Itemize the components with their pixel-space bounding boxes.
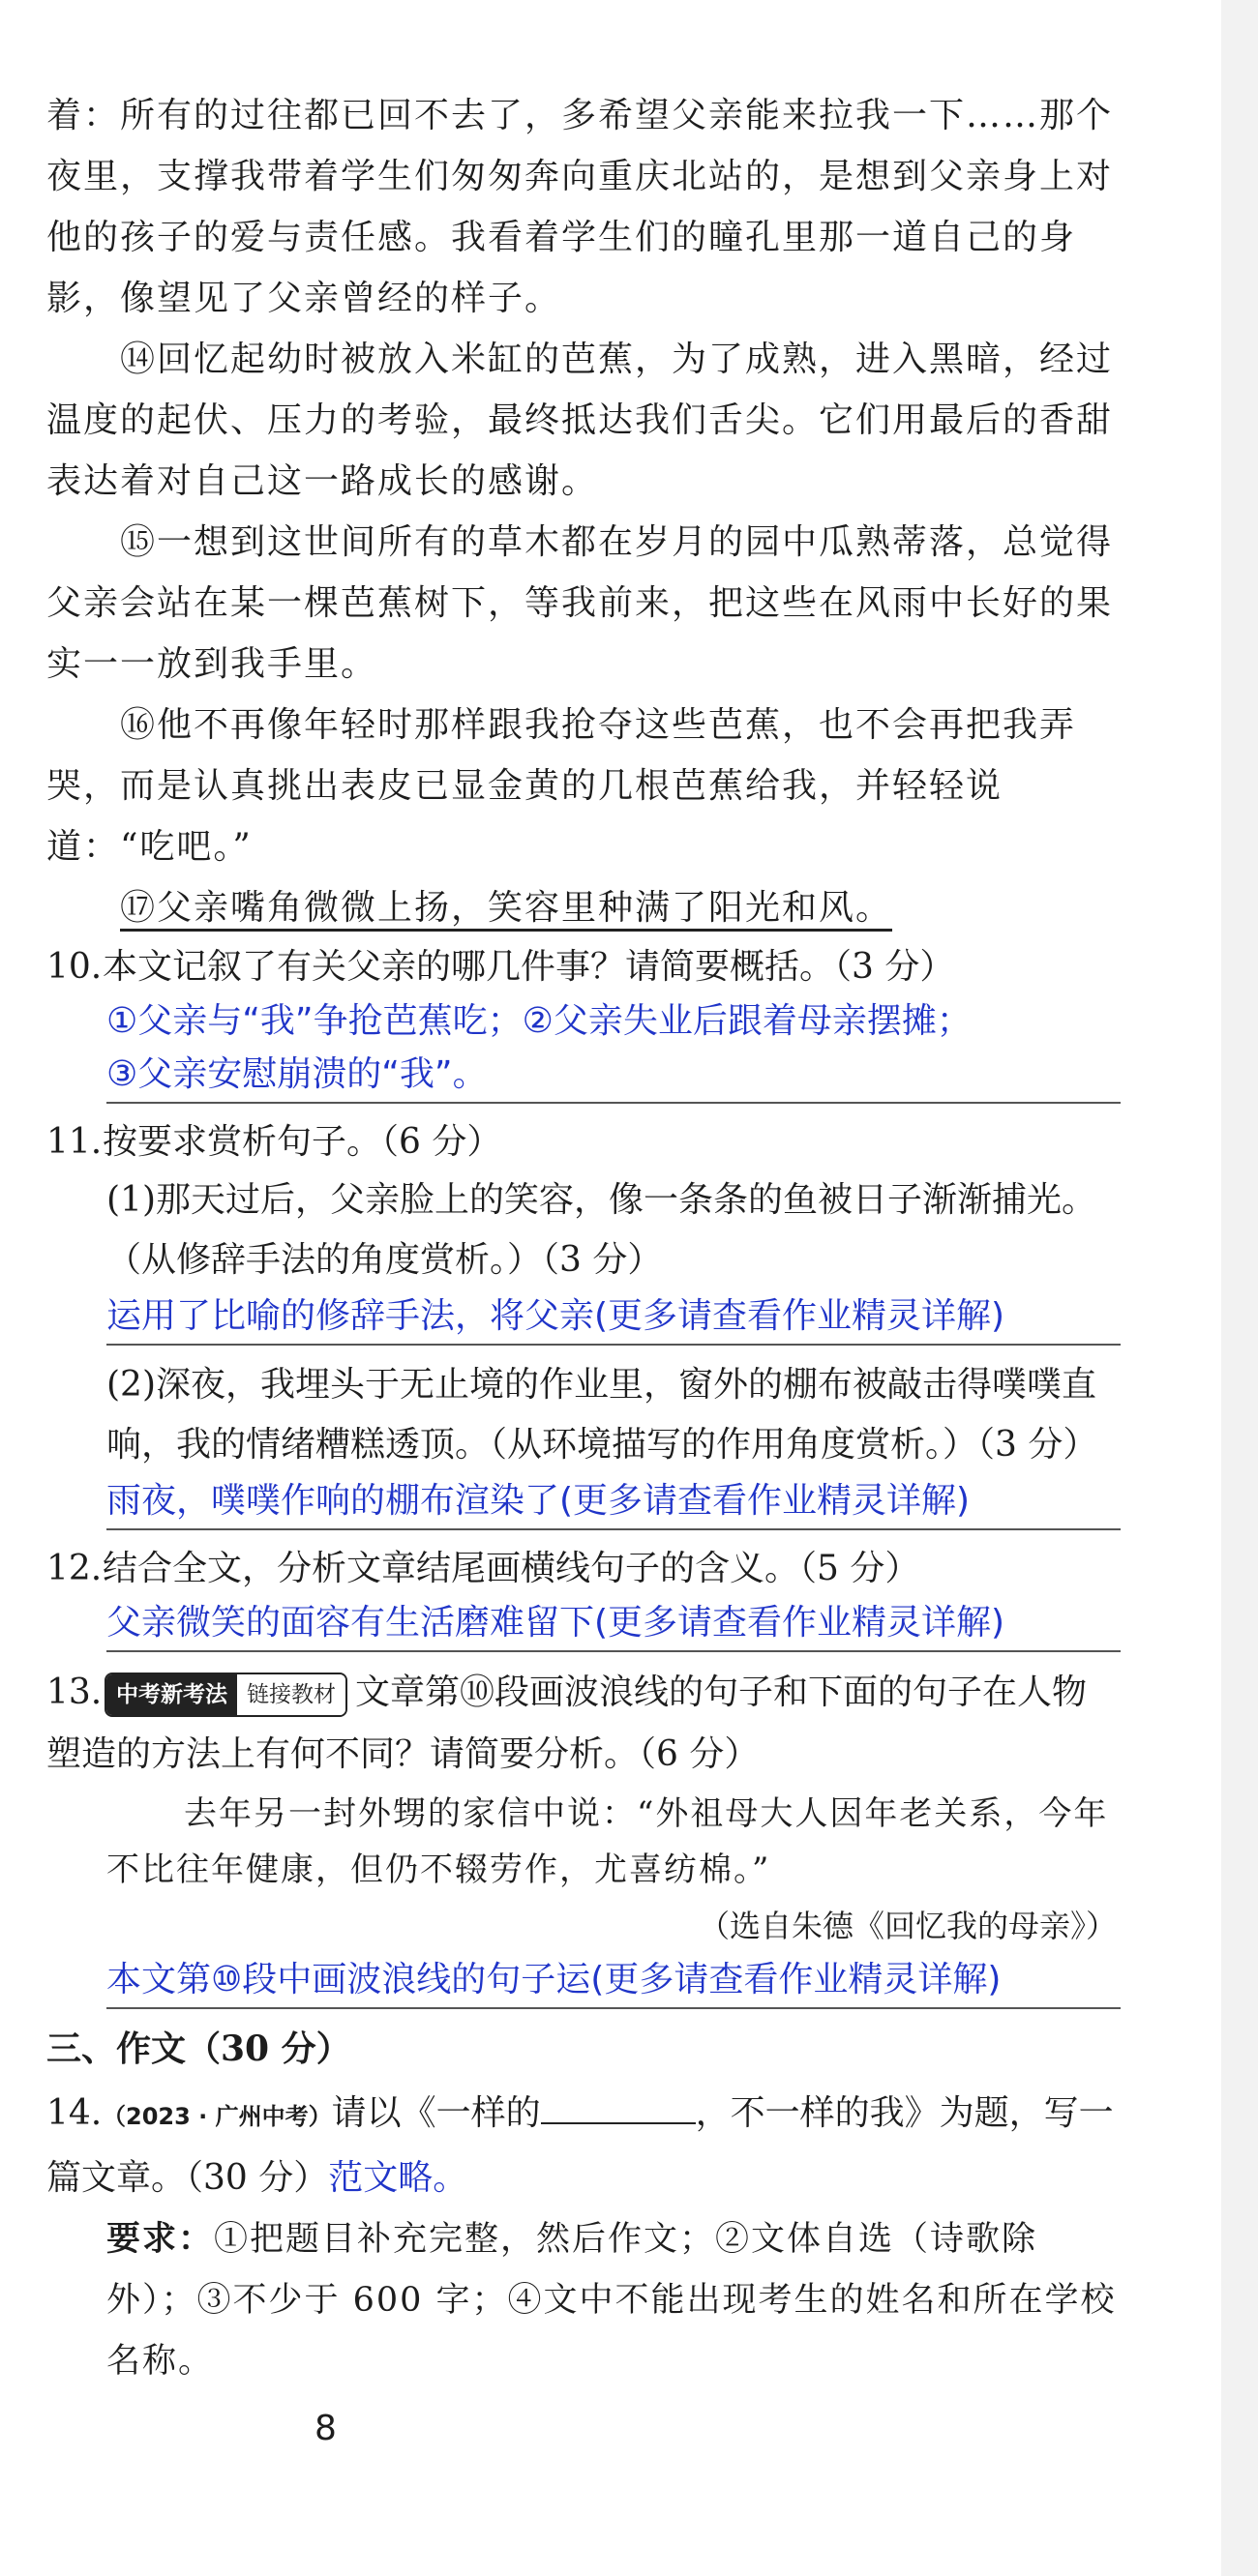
question-number: 11. (46, 1122, 103, 1162)
question-11-sub-2: (2)深夜，我埋头于无止境的作业里，窗外的棚布被敲击得噗噗直响，我的情绪糟糕透顶。（从环境描写的作用角度赏析。）（3 分） (106, 1365, 1098, 1465)
badge-main-label: 中考新考法 (106, 1674, 237, 1715)
question-number: 10. (46, 947, 103, 987)
question-11-sub-1: (1)那天过后，父亲脸上的笑容，像一条条的鱼被日子渐渐捕光。（从修辞手法的角度赏析。）（3 分） (106, 1180, 1096, 1280)
question-12 (46, 1540, 1121, 1597)
passage-paragraph-14: ⑭回忆起幼时被放入米缸的芭蕉，为了成熟，进入黑暗，经过温度的起伏、压力的考验，最终抵达我们舌尖。它们用最后的香甜表达着对自己这一路成长的感谢。 (46, 340, 1114, 501)
answer-11-sub-2: 雨夜，噗噗作响的棚布渲染了(更多请查看作业精灵详解) (106, 1475, 1121, 1530)
question-13 (46, 1662, 1121, 1786)
question-number: 13. (46, 1673, 103, 1712)
page-number: 8 (314, 2409, 337, 2448)
question-10 (46, 938, 1121, 995)
content (46, 85, 1121, 2392)
underlined-ending-sentence: ⑰父亲嘴角微微上扬，笑容里种满了阳光和风。 (120, 888, 893, 928)
answer-14: 范文略。 (328, 2158, 468, 2198)
requirements (46, 2209, 1121, 2392)
question-text: 按要求赏析句子。（6 分） (103, 1122, 502, 1162)
section-title: 三、作文（30 分） (46, 2028, 351, 2069)
requirements-label: 要求： (106, 2220, 215, 2259)
answer-11-sub-1: 运用了比喻的修辞手法，将父亲(更多请查看作业精灵详解) (106, 1290, 1121, 1346)
question-text: 结合全文，分析文章结尾画横线句子的含义。（5 分） (103, 1549, 920, 1588)
question-text: 文章第⑩段画波浪线的句子和下面的句子在人物塑造的方法上有何不同？请简要分析。（6 分） (46, 1673, 1088, 1774)
question-source-tag: （2023 · 广州中考） (103, 2103, 332, 2130)
passage-paragraph-17 (46, 877, 1121, 938)
question-text-after: ，不一样的我》为题，写一篇文章。（30 分） (46, 2093, 1114, 2198)
question-13-source: （选自朱德《回忆我的母亲》） (698, 1908, 1117, 1944)
answer-10-line-1: ①父亲与“我”争抢芭蕉吃；②父亲失业后跟着母亲摆摊； (106, 1001, 972, 1041)
question-number: 14. (46, 2093, 103, 2133)
title-blank (541, 2095, 696, 2124)
question-number: 12. (46, 1549, 103, 1588)
question-13-quote: 去年另一封外甥的家信中说：“外祖母大人因年老关系，今年不比往年健康，但仍不辍劳作，尤喜纺棉。” (106, 1794, 1109, 1889)
question-text-before: 请以《一样的 (331, 2093, 541, 2133)
answer-12: 父亲微笑的面容有生活磨难留下(更多请查看作业精灵详解) (106, 1597, 1121, 1652)
page-edge (1221, 0, 1258, 2576)
question-text: 本文记叙了有关父亲的哪几件事？请简要概括。（3 分） (103, 947, 955, 987)
answer-10-line-2: ③父亲安慰崩溃的“我”。 (106, 1049, 1121, 1104)
passage-paragraph-16: ⑯他不再像年轻时那样跟我抢夺这些芭蕉，也不会再把我弄哭，而是认真挑出表皮已显金黄的几根芭蕉给我，并轻轻说道：“吃吧。” (46, 705, 1077, 867)
question-14 (46, 2083, 1121, 2209)
badge-sub-label: 链接教材 (237, 1674, 345, 1715)
requirements-text: ①把题目补充完整，然后作文；②文体自选（诗歌除外）；③不少于 600 字；④文中不能出现考生的姓名和所在学校名称。 (106, 2220, 1117, 2381)
new-exam-method-badge (105, 1673, 347, 1717)
answer-13: 本文第⑩段中画波浪线的句子运(更多请查看作业精灵详解) (106, 1954, 1121, 2009)
passage-continuation: 着：所有的过往都已回不去了，多希望父亲能来拉我一下……那个夜里，支撑我带着学生们匆匆奔向重庆北站的，是想到父亲身上对他的孩子的爱与责任感。我看着学生们的瞳孔里那一道自己的身影，像望见了父亲曾经的样子。 (46, 96, 1114, 318)
question-11 (46, 1113, 1121, 1170)
passage-paragraph-15: ⑮一想到这世间所有的草木都在岁月的园中瓜熟蒂落，总觉得父亲会站在某一棵芭蕉树下，等我前来，把这些在风雨中长好的果实一一放到我手里。 (46, 522, 1114, 684)
